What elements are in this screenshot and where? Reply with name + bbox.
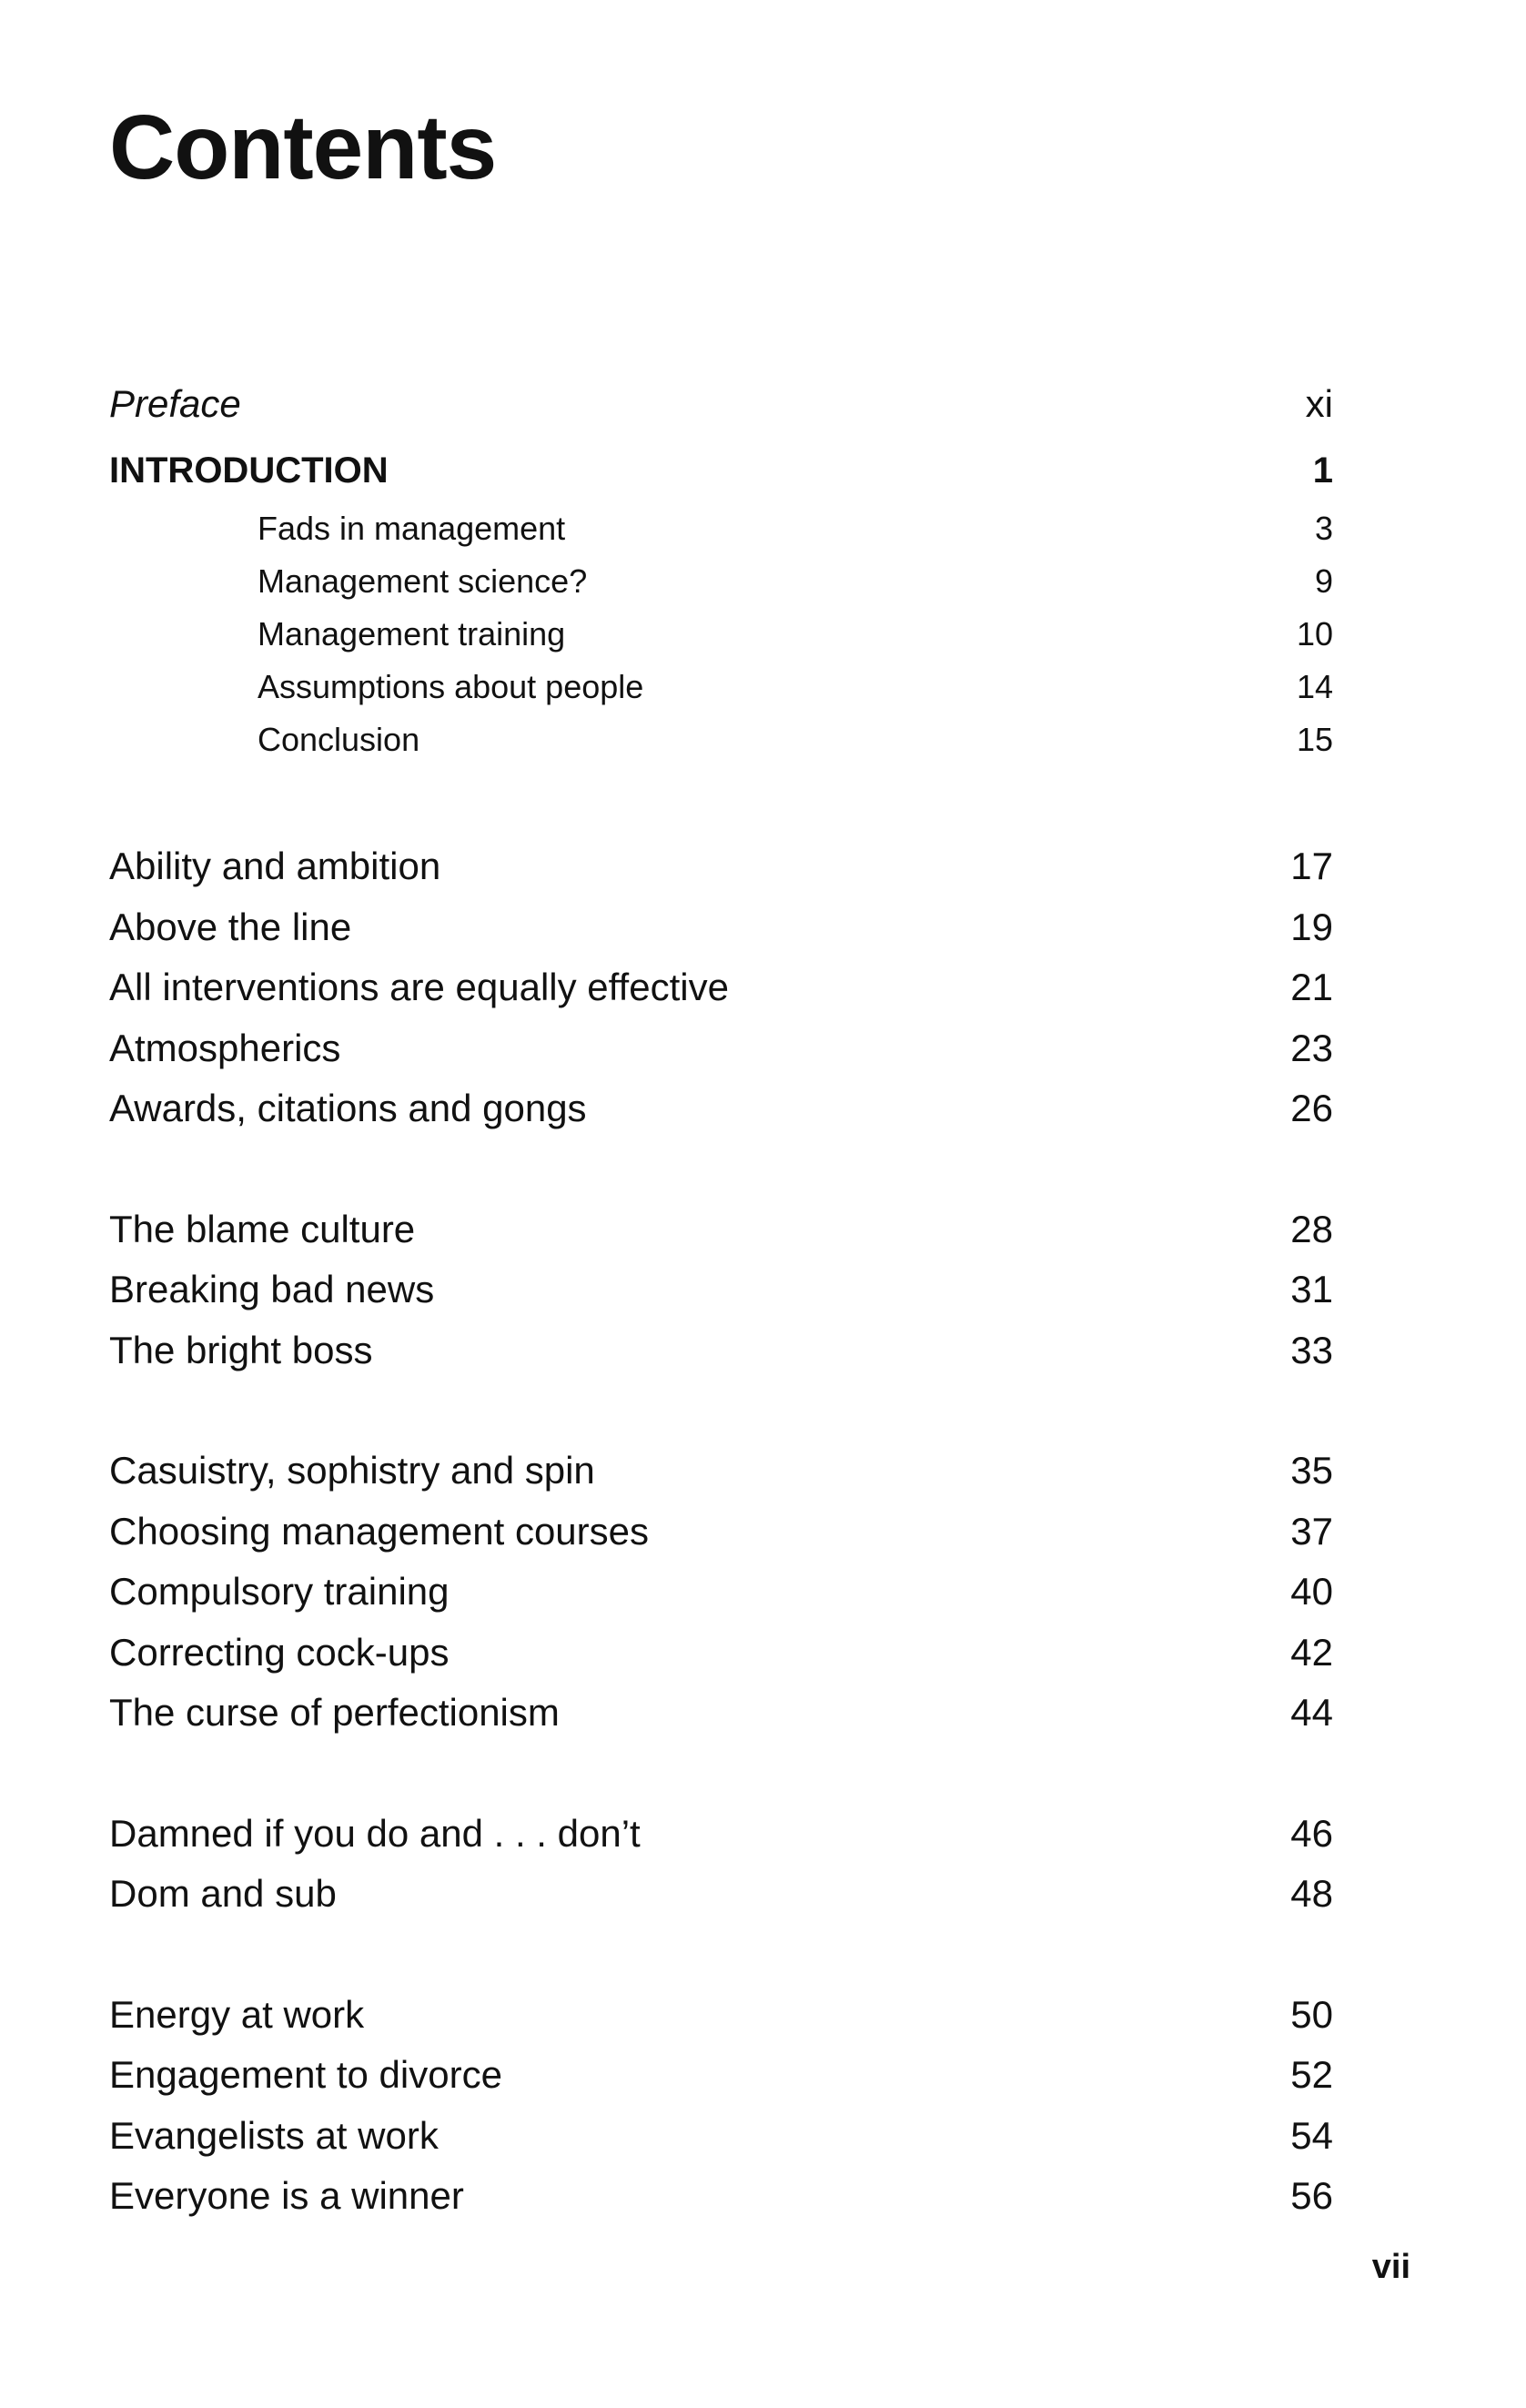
toc-entry[interactable] <box>109 2106 1333 2167</box>
toc-entry[interactable] <box>109 957 1333 1018</box>
toc-entry-page: 44 <box>1290 1691 1333 1734</box>
toc-entry-page: 1 <box>1312 450 1333 491</box>
toc-entry[interactable] <box>109 1623 1333 1684</box>
toc-entry[interactable] <box>109 1320 1333 1381</box>
toc-entry[interactable] <box>109 1260 1333 1320</box>
toc-entry-page: 28 <box>1290 1207 1333 1250</box>
toc-entry-page: 37 <box>1290 1509 1333 1553</box>
toc-entry[interactable] <box>109 1502 1333 1563</box>
toc-entry[interactable] <box>109 897 1333 958</box>
toc-entry-label: Preface <box>109 382 241 425</box>
toc-entry-introduction[interactable] <box>109 439 1333 502</box>
toc-entry-label: Dom and sub <box>109 1872 337 1915</box>
toc-subentry[interactable] <box>109 661 1333 713</box>
toc-subentry-label: Management training <box>258 615 566 653</box>
toc-entry[interactable] <box>109 1562 1333 1623</box>
toc-entry-label: Choosing management courses <box>109 1509 650 1553</box>
toc-entry-label: Damned if you do and . . . don’t <box>109 1811 641 1855</box>
toc-group-c <box>109 1441 1333 1744</box>
toc-group-d <box>109 1804 1333 1925</box>
group-spacer <box>109 1925 1333 1985</box>
toc-entry-page: 52 <box>1290 2053 1333 2096</box>
toc-entry[interactable] <box>109 2045 1333 2106</box>
toc-entry[interactable] <box>109 1985 1333 2046</box>
toc-subentry[interactable] <box>109 502 1333 555</box>
toc-entry-label: All interventions are equally effective <box>109 966 729 1008</box>
toc-entry-label: Awards, citations and gongs <box>109 1087 587 1129</box>
toc-subentry-page: 15 <box>1296 721 1333 758</box>
toc-entry-label: Evangelists at work <box>109 2113 439 2157</box>
toc-entry-page: 56 <box>1290 2174 1333 2217</box>
toc-entry-label: Breaking bad news <box>109 1268 435 1310</box>
toc-entry-page: 26 <box>1290 1087 1333 1129</box>
toc-entry-label: INTRODUCTION <box>109 450 389 491</box>
toc-entry[interactable] <box>109 2166 1333 2227</box>
toc-entry-label: Everyone is a winner <box>109 2174 464 2217</box>
toc-subentry-label: Assumptions about people <box>258 668 644 705</box>
toc-entry-label: Engagement to divorce <box>109 2053 502 2096</box>
page-number: vii <box>1371 2248 1410 2286</box>
toc-group-e <box>109 1985 1333 2227</box>
toc-entry-page: 33 <box>1290 1328 1333 1371</box>
toc-entry[interactable] <box>109 1018 1333 1079</box>
toc-entry-page: 54 <box>1290 2113 1333 2157</box>
toc-entry-page: 35 <box>1290 1449 1333 1492</box>
toc-entry-page: 48 <box>1290 1872 1333 1915</box>
toc-entry[interactable] <box>109 1199 1333 1260</box>
toc-subentry-page: 9 <box>1314 562 1333 600</box>
group-spacer <box>109 1139 1333 1199</box>
toc-entry-label: Correcting cock-ups <box>109 1630 450 1674</box>
toc-entry-page: 50 <box>1290 1992 1333 2036</box>
toc-entry-label: Above the line <box>109 905 352 948</box>
toc-subentry-label: Management science? <box>258 562 588 600</box>
toc-entry-page: 23 <box>1290 1026 1333 1069</box>
toc-entry-label: Ability and ambition <box>109 845 441 887</box>
toc-subentry-page: 14 <box>1296 668 1333 705</box>
toc-entry-page: 19 <box>1290 905 1333 948</box>
toc-entry[interactable] <box>109 1441 1333 1502</box>
toc-entry-label: Compulsory training <box>109 1570 450 1613</box>
toc-entry-label: Atmospherics <box>109 1026 341 1069</box>
toc-subentry[interactable] <box>109 713 1333 766</box>
toc-subentry[interactable] <box>109 555 1333 608</box>
group-spacer <box>109 766 1333 836</box>
toc-entry[interactable] <box>109 836 1333 897</box>
toc-entry-preface[interactable] <box>109 369 1333 439</box>
toc-group-a <box>109 836 1333 1139</box>
page-title: Contents <box>109 96 497 198</box>
table-of-contents <box>109 369 1333 2227</box>
toc-subentry-label: Fads in management <box>258 510 566 547</box>
toc-entry[interactable] <box>109 1078 1333 1139</box>
toc-entry-page: xi <box>1305 382 1333 425</box>
toc-entry-label: Casuistry, sophistry and spin <box>109 1449 595 1492</box>
toc-entry[interactable] <box>109 1683 1333 1744</box>
toc-entry-page: 42 <box>1290 1630 1333 1674</box>
toc-subentry-page: 3 <box>1314 510 1333 547</box>
toc-entry-label: Energy at work <box>109 1992 365 2036</box>
toc-entry-page: 46 <box>1290 1811 1333 1855</box>
toc-entry-page: 40 <box>1290 1570 1333 1613</box>
toc-entry[interactable] <box>109 1864 1333 1925</box>
toc-entry-page: 21 <box>1290 966 1333 1008</box>
introduction-subsections <box>109 502 1333 766</box>
toc-entry-label: The curse of perfectionism <box>109 1691 560 1734</box>
toc-subentry-label: Conclusion <box>258 721 420 758</box>
toc-entry-label: The blame culture <box>109 1207 416 1250</box>
group-spacer <box>109 1381 1333 1441</box>
toc-group-b <box>109 1199 1333 1381</box>
toc-entry[interactable] <box>109 1804 1333 1865</box>
toc-subentry[interactable] <box>109 608 1333 661</box>
toc-entry-page: 17 <box>1290 845 1333 887</box>
toc-entry-page: 31 <box>1290 1268 1333 1310</box>
toc-subentry-page: 10 <box>1296 615 1333 653</box>
toc-entry-label: The bright boss <box>109 1328 373 1371</box>
group-spacer <box>109 1744 1333 1804</box>
